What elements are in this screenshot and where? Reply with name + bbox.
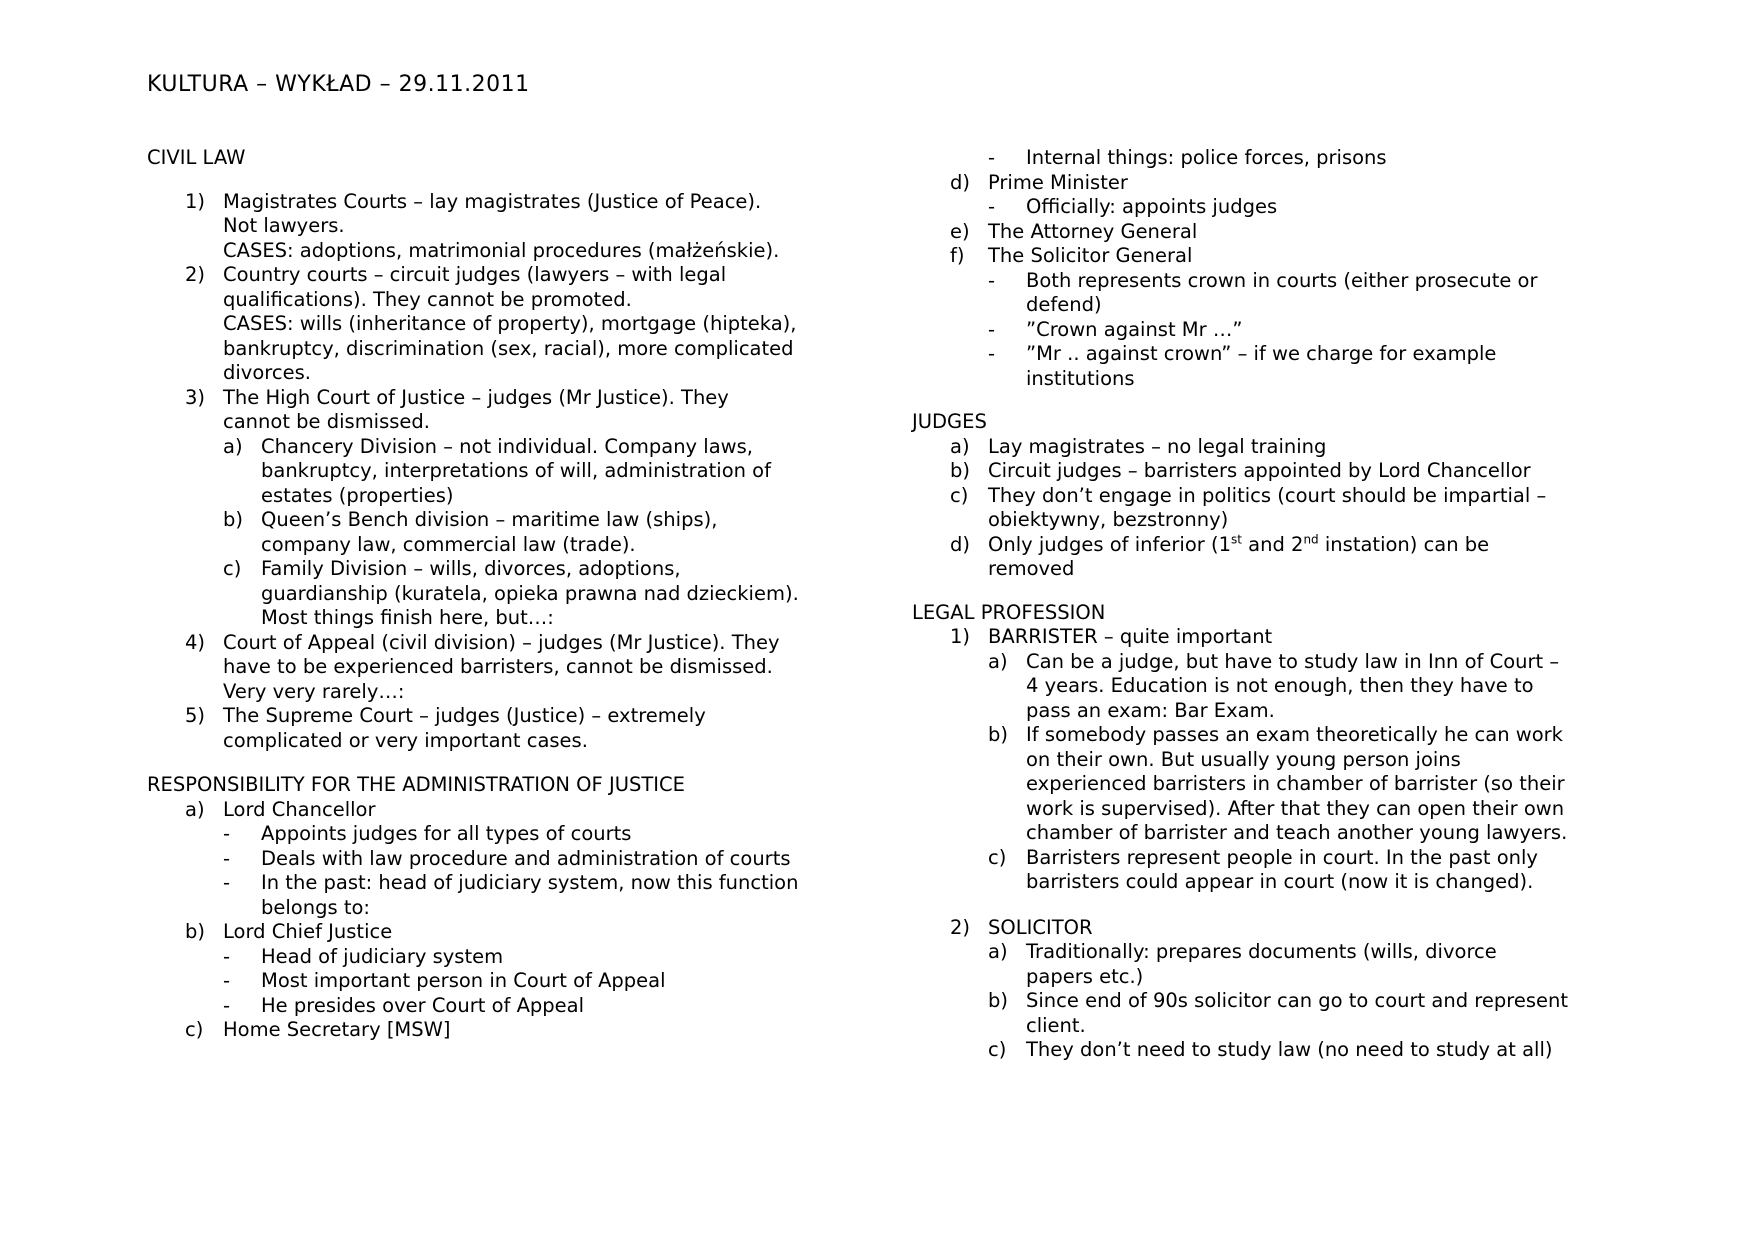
list-marker: -	[988, 195, 996, 218]
list-item-text	[261, 557, 847, 631]
list-item	[147, 945, 847, 970]
list-item-text: The Solicitor General	[988, 244, 1193, 267]
list-marker: 4)	[185, 630, 206, 654]
list-marker: -	[223, 944, 231, 968]
list-item	[147, 508, 847, 557]
list-marker: a)	[185, 797, 205, 821]
list-item-judges-removed	[912, 533, 1632, 582]
list-item	[147, 704, 847, 753]
list-item	[912, 342, 1632, 391]
list-marker: 3)	[185, 385, 206, 409]
text-line: Officially: appoints judges	[1026, 195, 1278, 218]
list-item-text	[261, 847, 847, 872]
text-line: pass an exam: Bar Exam.	[1026, 698, 1275, 722]
list-item	[912, 435, 1632, 460]
list-item	[912, 146, 1632, 171]
list-item	[147, 847, 847, 872]
list-item-solicitor-general	[912, 244, 1632, 269]
list-item	[912, 846, 1632, 895]
list-item-text	[261, 435, 847, 509]
text-line: Most important person in Court of Appeal	[261, 969, 666, 992]
text-line: Family Division – wills, divorces, adoptions,	[261, 557, 681, 580]
text-line: cannot be dismissed.	[223, 410, 430, 433]
list-marker: d)	[950, 170, 970, 194]
text-line: have to be experienced barristers, cannot be dismissed.	[223, 655, 773, 678]
list-item-text	[1026, 940, 1632, 989]
list-item-text	[1026, 723, 1632, 846]
text-line: Queen’s Bench division – maritime law (ships),	[261, 508, 718, 531]
judges-list	[912, 435, 1632, 533]
text-line: client.	[1026, 1013, 1086, 1037]
solicitor-list	[912, 940, 1632, 1063]
list-marker: 1)	[185, 189, 206, 213]
text-line: bankruptcy, interpretations of will, administration of	[261, 459, 771, 482]
text-line: 4 years. Education is not enough, then they have to	[1026, 674, 1534, 697]
text-line: defend)	[1026, 293, 1102, 316]
text-line: company law, commercial law (trade).	[261, 532, 636, 556]
text-line: obiektywny, bezstronny)	[988, 508, 1229, 531]
text-segment: Only judges of inferior (1	[988, 532, 1231, 556]
list-marker: -	[988, 342, 996, 365]
text-line: In the past: head of judiciary system, now this function	[261, 871, 799, 894]
list-item	[912, 1038, 1632, 1063]
list-marker: a)	[223, 434, 243, 458]
list-item-text	[988, 484, 1632, 533]
text-segment: and 2	[1241, 532, 1304, 556]
text-line: Very very rarely…:	[223, 679, 405, 703]
text-line: The High Court of Justice – judges (Mr Justice). They	[223, 385, 729, 409]
text-line: They don’t need to study law (no need to study at all)	[1026, 1038, 1553, 1061]
text-line: Not lawyers.	[223, 214, 345, 237]
text-line: complicated or very important cases.	[223, 728, 588, 752]
text-line: guardianship (kuratela, opieka prawna nad dzieckiem).	[261, 581, 799, 605]
list-item-text	[1026, 1038, 1632, 1063]
list-item	[147, 190, 847, 264]
list-item	[912, 484, 1632, 533]
list-item-attorney-general	[912, 220, 1632, 245]
heading-legal-profession: LEGAL PROFESSION	[912, 600, 1106, 624]
text-line: If somebody passes an exam theoretically he can work	[1026, 723, 1563, 746]
text-line: Magistrates Courts – lay magistrates (Justice of Peace).	[223, 189, 762, 213]
list-item-text	[1026, 269, 1632, 318]
list-marker: -	[223, 846, 231, 870]
list-item-text	[988, 533, 1632, 582]
text-line: Chancery Division – not individual. Company laws,	[261, 434, 753, 458]
list-item-text	[223, 386, 847, 435]
list-item	[912, 269, 1632, 318]
text-line: papers etc.)	[1026, 964, 1144, 988]
list-marker: b)	[185, 920, 205, 943]
left-column	[147, 146, 847, 1043]
text-line: Since end of 90s solicitor can go to court and represent	[1026, 989, 1569, 1012]
list-item	[147, 969, 847, 994]
list-marker: c)	[988, 1038, 1007, 1061]
text-line: Country courts – circuit judges (lawyers – with legal	[223, 263, 727, 286]
text-line: They don’t engage in politics (court should be impartial –	[988, 483, 1547, 507]
list-item	[912, 459, 1632, 484]
list-marker: -	[223, 969, 231, 992]
list-item-text	[261, 994, 847, 1019]
text-line: belongs to:	[261, 895, 370, 919]
text-line: Traditionally: prepares documents (wills, divorce	[1026, 940, 1497, 963]
list-item-text	[1026, 195, 1632, 220]
text-line: Deals with law procedure and administration of courts	[261, 846, 791, 870]
heading-responsibility: RESPONSIBILITY FOR THE ADMINISTRATION OF JUSTICE	[147, 773, 685, 796]
list-item	[912, 989, 1632, 1038]
list-item-text: Lord Chief Justice	[223, 920, 393, 943]
solicitor-general-points	[912, 269, 1632, 392]
lord-chief-justice-points	[147, 945, 847, 1019]
text-line: institutions	[1026, 366, 1135, 390]
list-item	[147, 557, 847, 631]
text-line: removed	[988, 557, 1075, 580]
list-marker: c)	[950, 483, 969, 507]
list-marker: a)	[988, 940, 1008, 963]
list-item	[912, 940, 1632, 989]
text-line: on their own. But usually young person joins	[1026, 747, 1461, 771]
list-item	[147, 871, 847, 920]
list-item-lord-chancellor	[147, 798, 847, 823]
list-item	[912, 318, 1632, 343]
list-item	[912, 723, 1632, 846]
list-item-text: SOLICITOR	[988, 915, 1093, 939]
text-line: chamber of barrister and teach another young lawyers.	[1026, 821, 1568, 844]
text-line: CASES: wills (inheritance of property), mortgage (hipteka),	[223, 312, 797, 335]
high-court-divisions-list	[147, 435, 847, 631]
list-marker: 1)	[950, 625, 971, 648]
superscript: st	[1230, 532, 1242, 546]
text-line: CASES: adoptions, matrimonial procedures (małżeńskie).	[223, 238, 780, 262]
list-item-text	[261, 945, 847, 970]
text-line: barristers could appear in court (now it is changed).	[1026, 870, 1534, 893]
home-secretary-points	[912, 146, 1632, 171]
list-item-text	[223, 704, 847, 753]
right-column	[912, 146, 1632, 1063]
text-line: qualifications). They cannot be promoted.	[223, 287, 632, 311]
list-marker: c)	[223, 557, 242, 580]
list-item-text	[261, 871, 847, 920]
list-marker: -	[988, 146, 996, 169]
list-marker: b)	[988, 989, 1008, 1012]
list-marker: b)	[223, 508, 243, 531]
barrister-list	[912, 650, 1632, 895]
text-line: divorces.	[223, 361, 311, 384]
list-item	[147, 263, 847, 386]
list-item-text: The Attorney General	[988, 219, 1198, 243]
list-marker: a)	[950, 434, 970, 458]
list-item-text: BARRISTER – quite important	[988, 625, 1273, 648]
list-marker: d)	[950, 532, 970, 556]
list-item-text	[261, 822, 847, 847]
list-marker: -	[988, 268, 996, 292]
text-line: Lay magistrates – no legal training	[988, 434, 1327, 458]
list-marker: 2)	[950, 915, 971, 939]
list-item-solicitor	[912, 916, 1632, 941]
list-item-text	[1026, 318, 1632, 343]
list-item-text	[261, 969, 847, 994]
list-marker: -	[223, 871, 231, 894]
civil-law-list-continued	[147, 631, 847, 754]
list-item-text	[223, 631, 847, 705]
list-item-text: Lord Chancellor	[223, 797, 376, 821]
list-item-text: Prime Minister	[988, 170, 1128, 194]
text-line: bankruptcy, discrimination (sex, racial), more complicated	[223, 336, 794, 360]
heading-civil-law: CIVIL LAW	[147, 146, 246, 169]
text-line: Circuit judges – barristers appointed by Lord Chancellor	[988, 459, 1531, 482]
text-line: The Supreme Court – judges (Justice) – extremely	[223, 704, 706, 727]
text-line: Barristers represent people in court. In the past only	[1026, 845, 1538, 869]
text-line: Appoints judges for all types of courts	[261, 822, 632, 845]
list-item-text	[1026, 650, 1632, 724]
list-marker: b)	[950, 459, 970, 482]
list-item-text	[1026, 846, 1632, 895]
list-item-text	[223, 190, 847, 264]
prime-minister-points	[912, 195, 1632, 220]
list-item-text: Home Secretary [MSW]	[223, 1018, 451, 1041]
list-marker: -	[988, 317, 996, 341]
list-marker: 2)	[185, 263, 206, 286]
text-line: He presides over Court of Appeal	[261, 993, 585, 1017]
list-item	[147, 386, 847, 435]
list-marker: c)	[988, 845, 1007, 869]
text-line: ”Crown against Mr …”	[1026, 317, 1243, 341]
civil-law-list	[147, 190, 847, 435]
list-marker: c)	[185, 1018, 204, 1041]
lord-chancellor-points	[147, 822, 847, 920]
list-item	[147, 631, 847, 705]
text-line: Can be a judge, but have to study law in Inn of Court –	[1026, 649, 1560, 673]
list-marker: a)	[988, 649, 1008, 673]
document-title: KULTURA – WYKŁAD – 29.11.2011	[147, 72, 530, 97]
list-marker: -	[223, 822, 231, 845]
text-segment: instation) can be	[1318, 532, 1490, 556]
list-item	[912, 195, 1632, 220]
list-item-lord-chief-justice	[147, 920, 847, 945]
list-marker: e)	[950, 219, 970, 243]
superscript: nd	[1303, 532, 1319, 546]
list-item-barrister	[912, 625, 1632, 650]
text-line: Most things finish here, but…:	[261, 606, 554, 629]
list-item-text	[261, 508, 847, 557]
list-item	[147, 994, 847, 1019]
list-item-text	[223, 263, 847, 386]
text-line: ”Mr .. against crown” – if we charge for example	[1026, 342, 1497, 365]
list-item	[912, 650, 1632, 724]
text-line: Both represents crown in courts (either prosecute or	[1026, 268, 1538, 292]
list-item-text	[1026, 146, 1632, 171]
list-item-text	[988, 459, 1632, 484]
text-line: Head of judiciary system	[261, 944, 504, 968]
list-item-home-secretary	[147, 1018, 847, 1043]
list-marker: 5)	[185, 704, 206, 727]
list-item-text	[1026, 342, 1632, 391]
list-marker: f)	[950, 244, 965, 267]
text-line: estates (properties)	[261, 483, 454, 507]
list-item-text	[988, 435, 1632, 460]
text-line: Court of Appeal (civil division) – judges (Mr Justice). They	[223, 630, 780, 654]
list-marker: -	[223, 993, 231, 1017]
list-item	[147, 822, 847, 847]
heading-judges: JUDGES	[912, 410, 987, 433]
list-item-text	[1026, 989, 1632, 1038]
list-item-prime-minister	[912, 171, 1632, 196]
text-line: Internal things: police forces, prisons	[1026, 146, 1387, 169]
text-line: experienced barristers in chamber of barrister (so their	[1026, 772, 1565, 795]
list-marker: b)	[988, 723, 1008, 746]
list-item	[147, 435, 847, 509]
text-line: work is supervised). After that they can open their own	[1026, 796, 1565, 820]
